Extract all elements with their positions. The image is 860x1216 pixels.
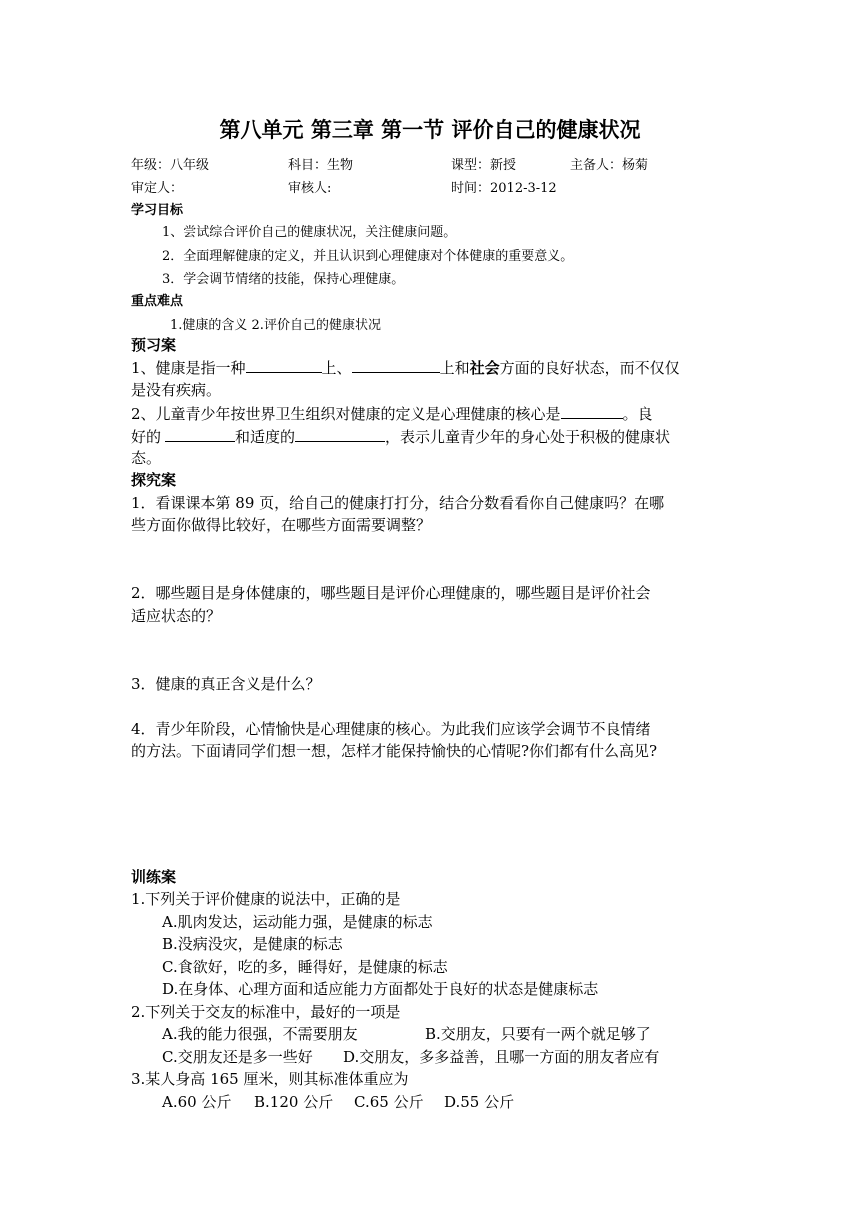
explore-q4-line2: 的方法。下面请同学们想一想，怎样才能保持愉快的心情呢?你们都有什么高见?	[131, 742, 658, 760]
explore-q1-line2: 些方面你做得比较好，在哪些方面需要调整？	[131, 516, 432, 534]
explore-q1-line1: 1．看课课本第 89 页，给自己的健康打打分，结合分数看看你自己健康吗？在哪	[131, 494, 665, 512]
training-q2-option-b[interactable]: B.交朋友，只要有一两个就足够了	[425, 1025, 651, 1043]
emphasis-text: 社会	[469, 358, 500, 377]
answer-blank[interactable]	[561, 402, 623, 419]
meta-approver: 审定人：	[131, 181, 184, 196]
meta-subject: 科目：生物	[288, 158, 354, 173]
training-q2-option-a[interactable]: A.我的能力很强，不需要朋友	[162, 1025, 358, 1043]
answer-blank[interactable]	[246, 356, 322, 373]
preview-q1-line1: 1、健康是指一种 上、 上和社会方面的良好状态，而不仅仅	[131, 356, 680, 378]
training-q1-option-c[interactable]: C.食欲好，吃的多，睡得好，是健康的标志	[162, 958, 448, 976]
training-q1-option-b[interactable]: B.没病没灾，是健康的标志	[162, 935, 343, 953]
preview-q2-line2: 好的 和适度的 ，表示儿童青少年的身心处于积极的健康状	[131, 425, 670, 447]
meta-reviewer: 审核人:	[288, 181, 332, 196]
answer-blank[interactable]	[352, 356, 440, 373]
training-q3-option-c[interactable]: C.65 公斤	[354, 1093, 424, 1111]
meta-preparer: 主备人：杨菊	[570, 158, 649, 173]
preview-q2-line3: 态。	[131, 449, 162, 467]
training-q1-option-d[interactable]: D.在身体、心理方面和适应能力方面都处于良好的状态是健康标志	[162, 980, 599, 998]
explore-q2-line2: 适应状态的？	[131, 607, 222, 625]
key-points-text: 1.健康的含义 2.评价自己的健康状况	[170, 318, 381, 333]
answer-blank[interactable]	[165, 425, 235, 442]
meta-lesson-type: 课型：新授	[451, 158, 517, 173]
objective-item: 1、尝试综合评价自己的健康状况，关注健康问题。	[162, 225, 457, 240]
training-heading: 训练案	[131, 868, 177, 886]
explore-heading: 探究案	[131, 471, 177, 489]
meta-grade: 年级：八年级	[131, 158, 210, 173]
explore-q3-line1: 3．健康的真正含义是什么？	[131, 675, 321, 693]
key-points-heading: 重点难点	[131, 294, 184, 309]
training-q3-option-d[interactable]: D.55 公斤	[444, 1093, 515, 1111]
preview-heading: 预习案	[131, 336, 177, 354]
preview-q2-line1: 2、儿童青少年按世界卫生组织对健康的定义是心理健康的核心是 。良	[131, 402, 653, 424]
training-q3-option-b[interactable]: B.120 公斤	[254, 1093, 334, 1111]
training-q1-option-a[interactable]: A.肌肉发达，运动能力强，是健康的标志	[162, 913, 433, 931]
training-q2-option-d[interactable]: D.交朋友，多多益善，且哪一方面的朋友者应有	[343, 1048, 660, 1066]
explore-q4-line1: 4．青少年阶段，心情愉快是心理健康的核心。为此我们应该学会调节不良情绪	[131, 720, 651, 738]
training-q2-option-c[interactable]: C.交朋友还是多一些好	[162, 1048, 313, 1066]
training-q1-stem: 1.下列关于评价健康的说法中，正确的是	[131, 890, 401, 908]
explore-q2-line1: 2．哪些题目是身体健康的，哪些题目是评价心理健康的，哪些题目是评价社会	[131, 584, 651, 602]
answer-blank[interactable]	[295, 425, 385, 442]
meta-time: 时间：2012-3-12	[451, 181, 557, 196]
training-q3-option-a[interactable]: A.60 公斤	[162, 1093, 232, 1111]
training-q3-stem: 3.某人身高 165 厘米，则其标准体重应为	[131, 1070, 409, 1088]
page-title: 第八单元 第三章 第一节 评价自己的健康状况	[219, 117, 641, 142]
preview-q1-line2: 是没有疾病。	[131, 381, 222, 399]
objectives-heading: 学习目标	[131, 203, 184, 218]
training-q2-stem: 2.下列关于交友的标准中，最好的一项是	[131, 1003, 401, 1021]
objective-item: 2．全面理解健康的定义，并且认识到心理健康对个体健康的重要意义。	[162, 249, 574, 264]
objective-item: 3．学会调节情绪的技能，保持心理健康。	[162, 272, 405, 287]
